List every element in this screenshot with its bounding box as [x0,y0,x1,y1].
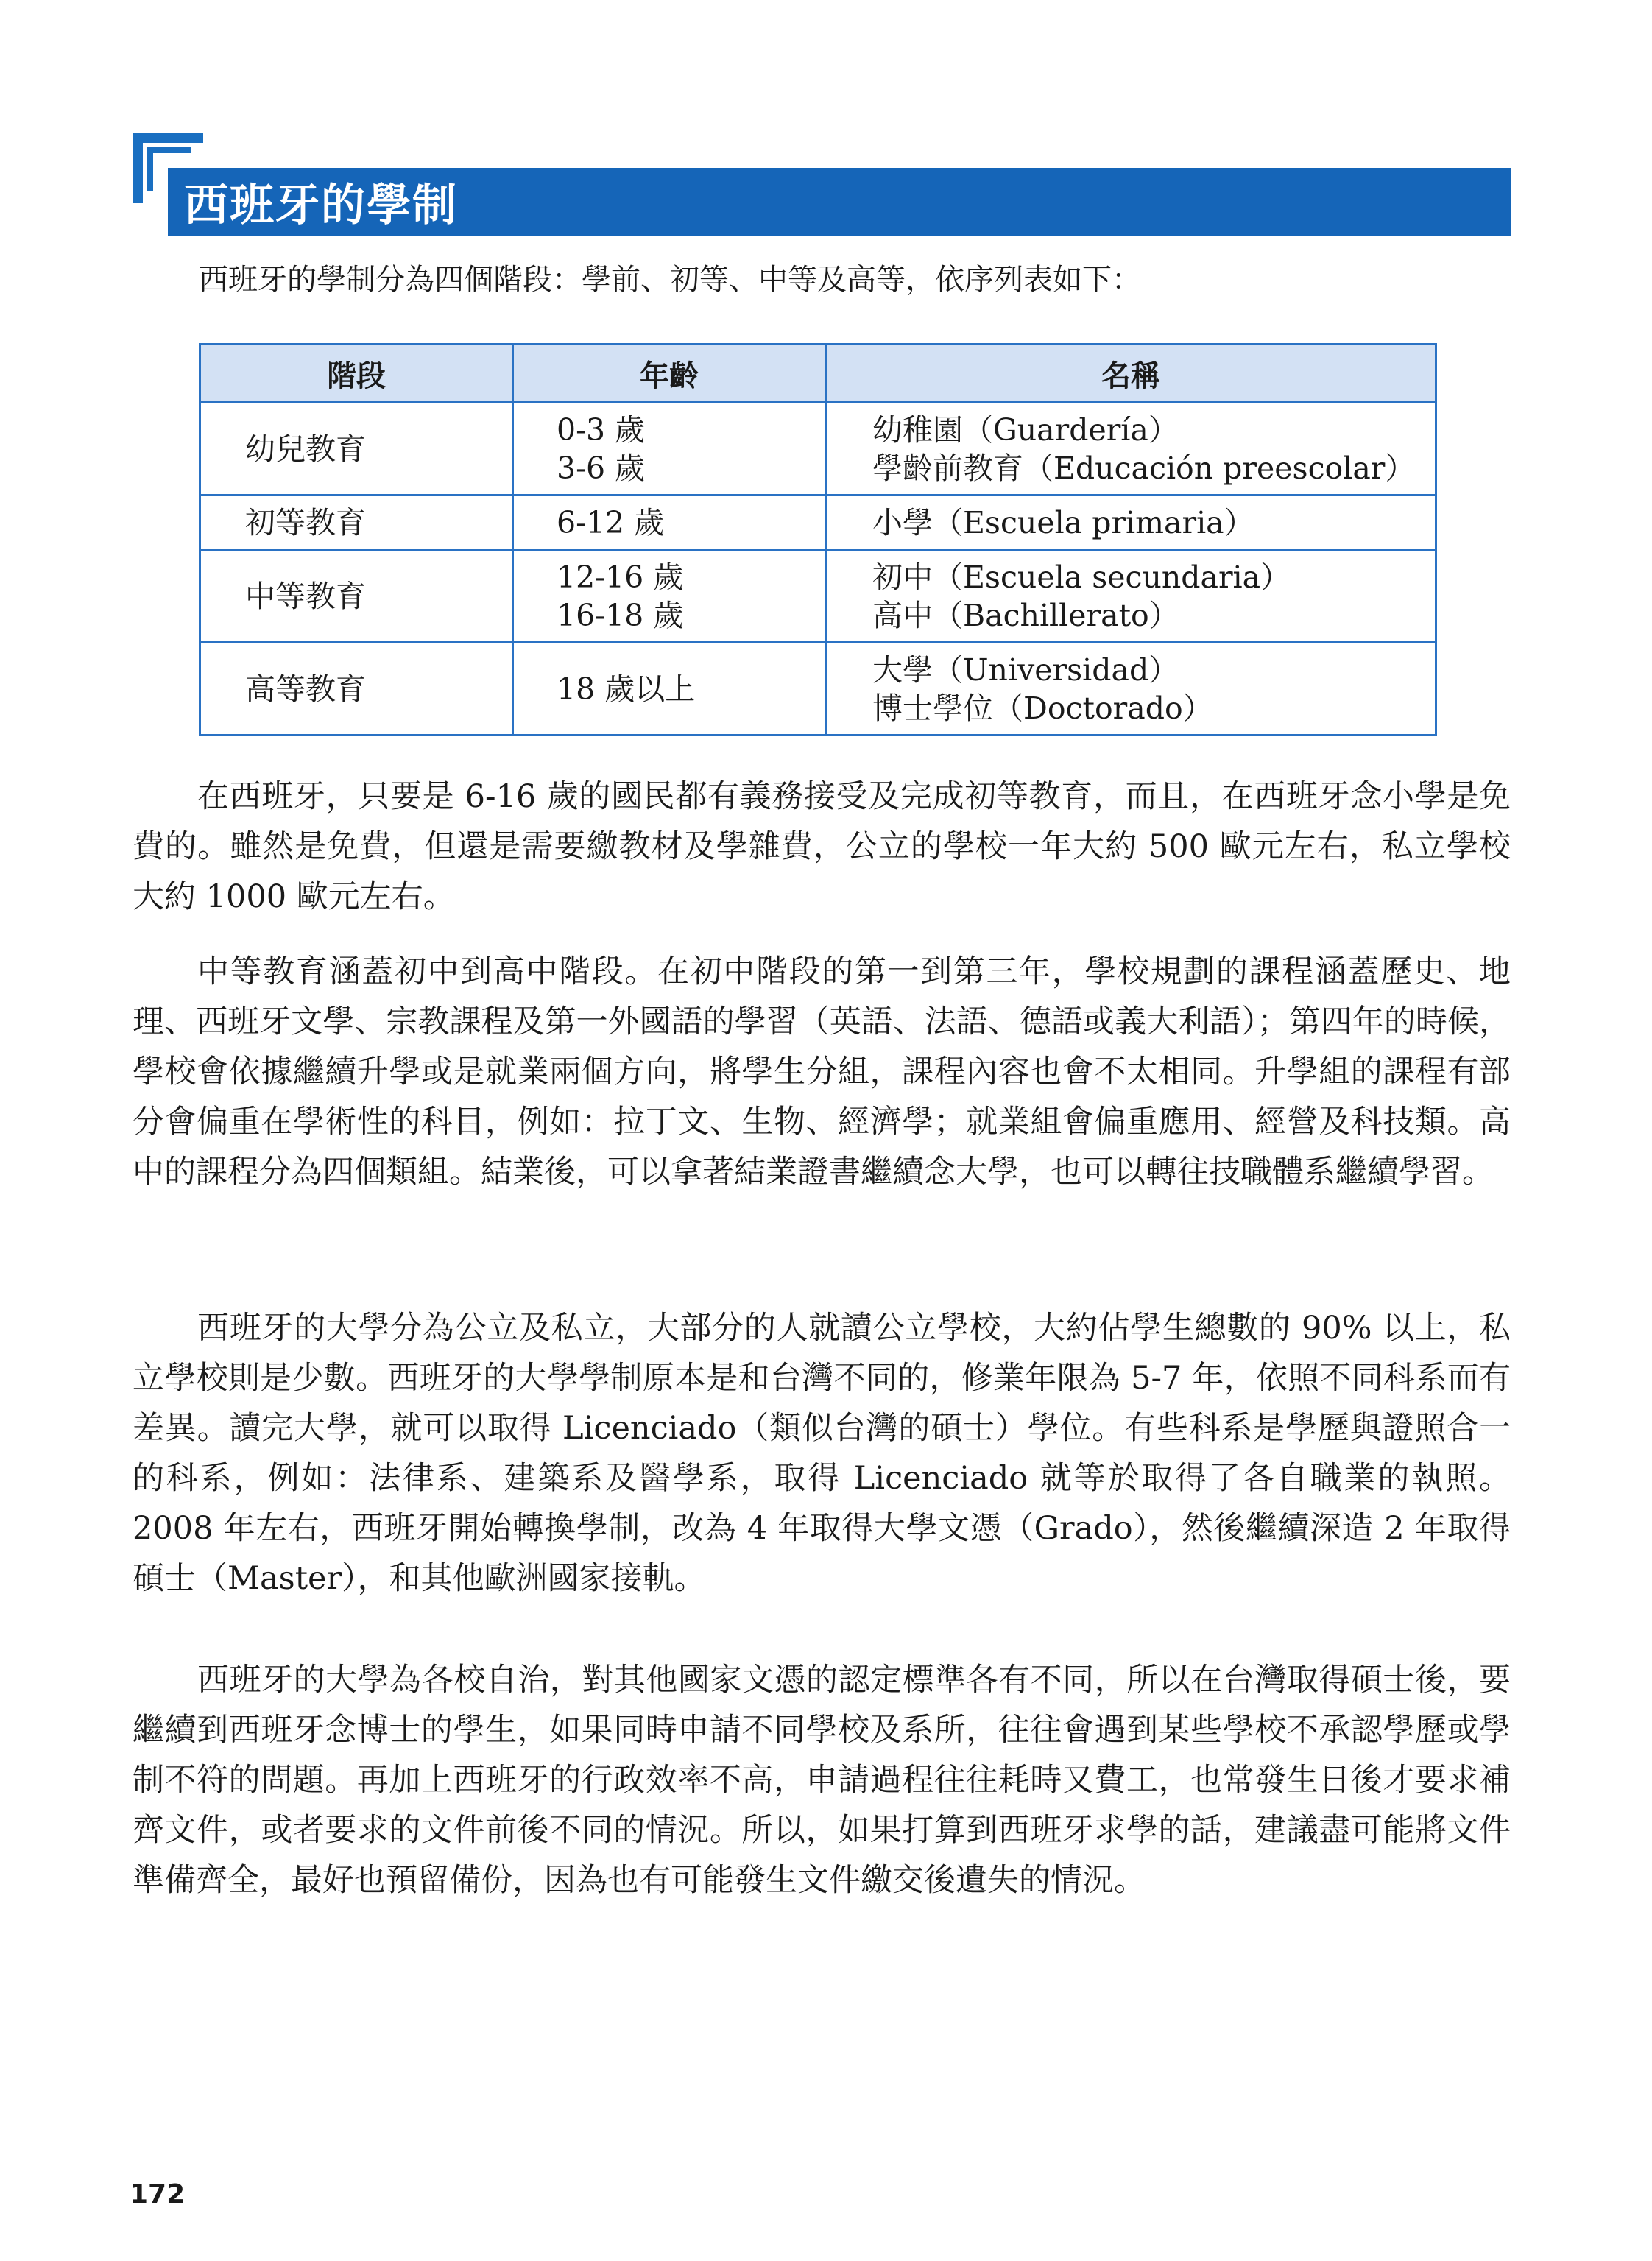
age-cell [513,643,826,736]
age-line: 0-3 歲 [557,412,646,448]
name-line: 小學（Escuela primaria） [872,504,1254,540]
stage-cell: 初等教育 [200,495,513,550]
body-paragraph: 西班牙的大學為各校自治，對其他國家文憑的認定標準各有不同，所以在台灣取得碩士後，要繼續到西班牙念博士的學生，如果同時申請不同學校及系所，往往會遇到某些學校不承認學歷或學制不符的問題。再加上西班牙的行政效率不高，申請過程往往耗時又費工，也常發生日後才要求補齊文件，或者要求的文件前後不同的情況。所以，如果打算到西班牙求學的話，建議盡可能將文件準備齊全，最好也預留備份，因為也有可能發生文件繳交後遺失的情況。 [133,1662,1511,1899]
name-line: 幼稚園（Guardería） [872,412,1179,448]
header-age: 年齡 [513,345,826,403]
name-line: 學齡前教育（Educación preescolar） [872,450,1416,486]
name-line: 高中（Bachillerato） [872,597,1179,633]
age-line: 6-12 歲 [557,504,665,540]
name-cell [826,403,1436,495]
table-row [200,550,1436,643]
age-cell [513,495,826,550]
page-number: 172 [130,2179,186,2209]
name-cell [826,495,1436,550]
age-line: 3-6 歲 [557,450,646,486]
table-header-row [200,345,1436,403]
education-stages-table [199,343,1437,736]
body-paragraph: 在西班牙，只要是 6-16 歲的國民都有義務接受及完成初等教育，而且，在西班牙念小學是免費的。雖然是免費，但還是需要繳教材及學雜費，公立的學校一年大約 500 歐元左右，私立學校大約 1000 歐元左右。 [133,778,1511,915]
body-paragraph: 中等教育涵蓋初中到高中階段。在初中階段的第一到第三年，學校規劃的課程涵蓋歷史、地理、西班牙文學、宗教課程及第一外國語的學習（英語、法語、德語或義大利語）；第四年的時候，學校會依據繼續升學或是就業兩個方向，將學生分組，課程內容也會不太相同。升學組的課程有部分會偏重在學術性的科目，例如：拉丁文、生物、經濟學；就業組會偏重應用、經營及科技類。高中的課程分為四個類組。結業後，可以拿著結業證書繼續念大學，也可以轉往技職體系繼續學習。 [133,953,1511,1191]
name-line: 博士學位（Doctorado） [872,690,1213,726]
header-name: 名稱 [826,345,1436,403]
table-row [200,495,1436,550]
table-row [200,403,1436,495]
page-title: 西班牙的學制 [184,180,458,231]
header-stage: 階段 [200,345,513,403]
age-line: 12-16 歲 [557,559,684,595]
intro-text: 西班牙的學制分為四個階段：學前、初等、中等及高等，依序列表如下： [199,263,1141,297]
age-line: 18 歲以上 [557,671,696,707]
title-bar [168,168,1511,236]
age-cell [513,550,826,643]
age-cell [513,403,826,495]
stage-cell: 高等教育 [200,643,513,736]
name-cell [826,550,1436,643]
age-line: 16-18 歲 [557,597,684,633]
stage-cell: 中等教育 [200,550,513,643]
table-row [200,643,1436,736]
name-cell [826,643,1436,736]
name-line: 大學（Universidad） [872,652,1179,688]
name-line: 初中（Escuela secundaria） [872,559,1291,595]
stage-cell: 幼兒教育 [200,403,513,495]
body-paragraph: 西班牙的大學分為公立及私立，大部分的人就讀公立學校，大約佔學生總數的 90% 以上，私立學校則是少數。西班牙的大學學制原本是和台灣不同的，修業年限為 5-7 年，依照不同科系而有差異。讀完大學，就可以取得 Licenciado（類似台灣的碩士）學位。有些科系是學歷與證照合一的科系，例如：法律系、建築系及醫學系，取得 Licenciado 就等於取得了各自職業的執照。2008 年左右，西班牙開始轉換學制，改為 4 年取得大學文憑（Grado），然後繼續深造 2 年取得碩士（Master），和其他歐洲國家接軌。 [133,1310,1511,1597]
